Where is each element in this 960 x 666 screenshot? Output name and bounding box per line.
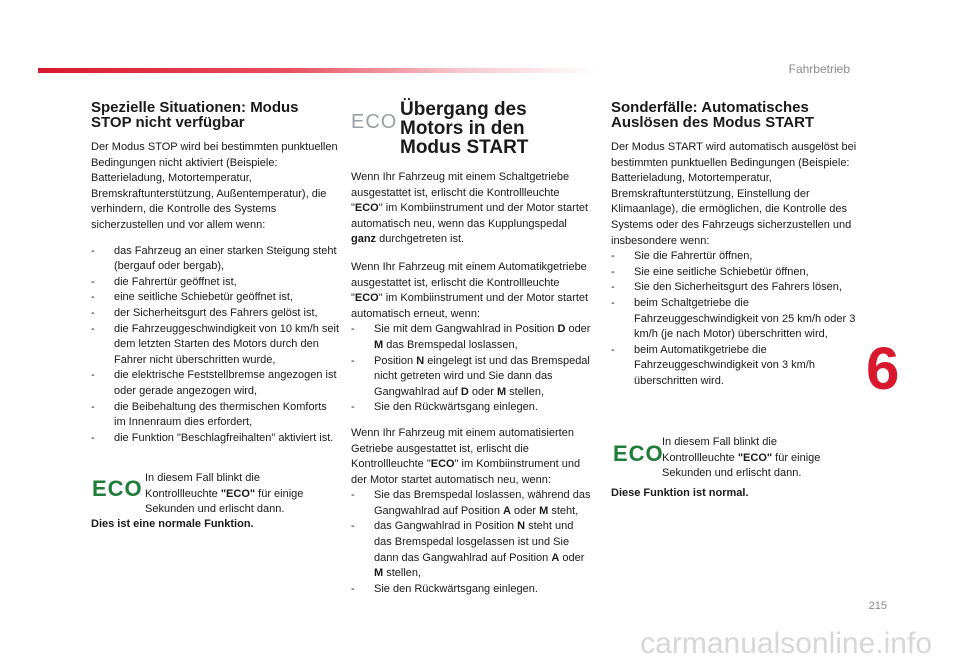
header-accent-bar: [38, 68, 598, 73]
list-item: - Sie den Rückwärtsgang einlegen.: [351, 400, 591, 416]
list-item: - Position N eingelegt ist und das Bremspedal nicht getreten wird und Sie dann das Gangwahlrad auf D oder M stellen,: [351, 354, 591, 401]
automatic-conditions-list: [351, 322, 591, 416]
eco-note: In diesem Fall blinkt die Kontrollleuchte "ECO" für einige Sekunden und erlischt dann.: [662, 436, 821, 480]
paragraph-automatic-gearbox: Wenn Ihr Fahrzeug mit einem Automatikgetriebe ausgestattet ist, erlischt die Kontrollleuchte "ECO" im Kombiinstrument und der Motor startet automatisch erneut, wenn:: [351, 260, 589, 320]
page-number: 215: [868, 600, 887, 612]
paragraph-automated-gearbox: Wenn Ihr Fahrzeug mit einem automatisierten Getriebe ausgestattet ist, erlischt die Kontrollleuchte "ECO" im Kombiinstrument und der Motor startet automatisch neu, wenn:: [351, 426, 581, 486]
eco-note: In diesem Fall blinkt die Kontrollleuchte "ECO" für einige Sekunden und erlischt dann.: [145, 472, 304, 516]
list-item: - die Fahrzeuggeschwindigkeit von 10 km/h seit dem letzten Starten des Motors durch den Fahrer nicht überschritten wurde,: [91, 322, 341, 369]
paragraph-manual-gearbox: Wenn Ihr Fahrzeug mit einem Schaltgetriebe ausgestattet ist, erlischt die Kontrollleuchte "ECO" im Kombiinstrument und der Motor startet automatisch neu, wenn das Kupplungspedal ganz durchgetreten ist.: [351, 171, 589, 246]
list-item: - beim Schaltgetriebe die Fahrzeuggeschwindigkeit von 25 km/h oder 3 km/h (je nach Motor) überschritten wird,: [611, 296, 861, 343]
list-item: - eine seitliche Schiebetür geöffnet ist,: [91, 290, 341, 306]
list-item: - die Funktion "Beschlagfreihalten" aktiviert ist.: [91, 431, 341, 447]
eco-warning-icon: ECO: [92, 476, 143, 501]
section-title: Fahrbetrieb: [788, 62, 850, 76]
list-item: - die Fahrertür geöffnet ist,: [91, 275, 341, 291]
column-auto-start: [611, 100, 861, 400]
list-item: - Sie den Rückwärtsgang einlegen.: [351, 582, 591, 598]
list-item: - beim Automatikgetriebe die Fahrzeuggeschwindigkeit von 3 km/h überschritten wird.: [611, 343, 861, 390]
heading-start-mode: Übergang des Motors in den Modus START: [400, 99, 529, 158]
chapter-number: 6: [866, 335, 900, 402]
automated-conditions-list: [351, 488, 591, 597]
list-item: - der Sicherheitsgurt des Fahrers gelöst ist,: [91, 306, 341, 322]
condition-list: [91, 244, 341, 447]
list-item: - Sie das Bremspedal loslassen, während das Gangwahlrad auf Position A oder M steht,: [351, 488, 591, 519]
condition-list: [611, 249, 861, 389]
heading-stop-unavailable: Spezielle Situationen: Modus STOP nicht verfügbar: [91, 99, 299, 131]
list-item: - die elektrische Feststellbremse angezogen ist oder gerade angezogen wird,: [91, 368, 341, 399]
intro-paragraph: Der Modus STOP wird bei bestimmten punktuellen Bedingungen nicht aktiviert (Beispiele: Batterieladung, Motortemperatur, Bremskraftunterstützung, Außentemperatur), die verhindern, die Kontrolle des Systems sicherzustellen und vor allem wenn:: [91, 141, 338, 231]
heading-auto-start: Sonderfälle: Automatisches Auslösen des Modus START: [611, 99, 815, 131]
list-item: - das Gangwahlrad in Position N steht und das Bremspedal losgelassen ist und Sie dann das Gangwahlrad auf Position A oder M stellen,: [351, 519, 591, 581]
column-start-mode: [351, 100, 591, 607]
column-stop-unavailable: [91, 100, 341, 456]
list-item: - Sie die Fahrertür öffnen,: [611, 249, 861, 265]
normal-function-note: Dies ist eine normale Funktion.: [91, 518, 254, 530]
list-item: - Sie den Sicherheitsgurt des Fahrers lösen,: [611, 280, 861, 296]
eco-warning-icon: ECO: [613, 441, 664, 466]
intro-paragraph: Der Modus START wird automatisch ausgelöst bei bestimmten punktuellen Bedingungen (Beispiele: Batterieladung, Motortemperatur, Bremskraftunterstützung, Einstellung der Klimaanlage), die ermöglichen, die Kontrolle des Systems oder des Fahrzeugs sicherzustellen und insbesondere wenn:: [611, 141, 857, 247]
list-item: - das Fahrzeug an einer starken Steigung steht (bergauf oder bergab),: [91, 244, 341, 275]
watermark: carmanualsonline.info: [640, 627, 932, 660]
eco-outline-icon: ECO: [351, 111, 398, 133]
list-item: - Sie eine seitliche Schiebetür öffnen,: [611, 265, 861, 281]
normal-function-note: Diese Funktion ist normal.: [611, 487, 749, 499]
list-item: - Sie mit dem Gangwahlrad in Position D oder M das Bremspedal loslassen,: [351, 322, 591, 353]
list-item: - die Beibehaltung des thermischen Komforts im Innenraum dies erfordert,: [91, 400, 341, 431]
